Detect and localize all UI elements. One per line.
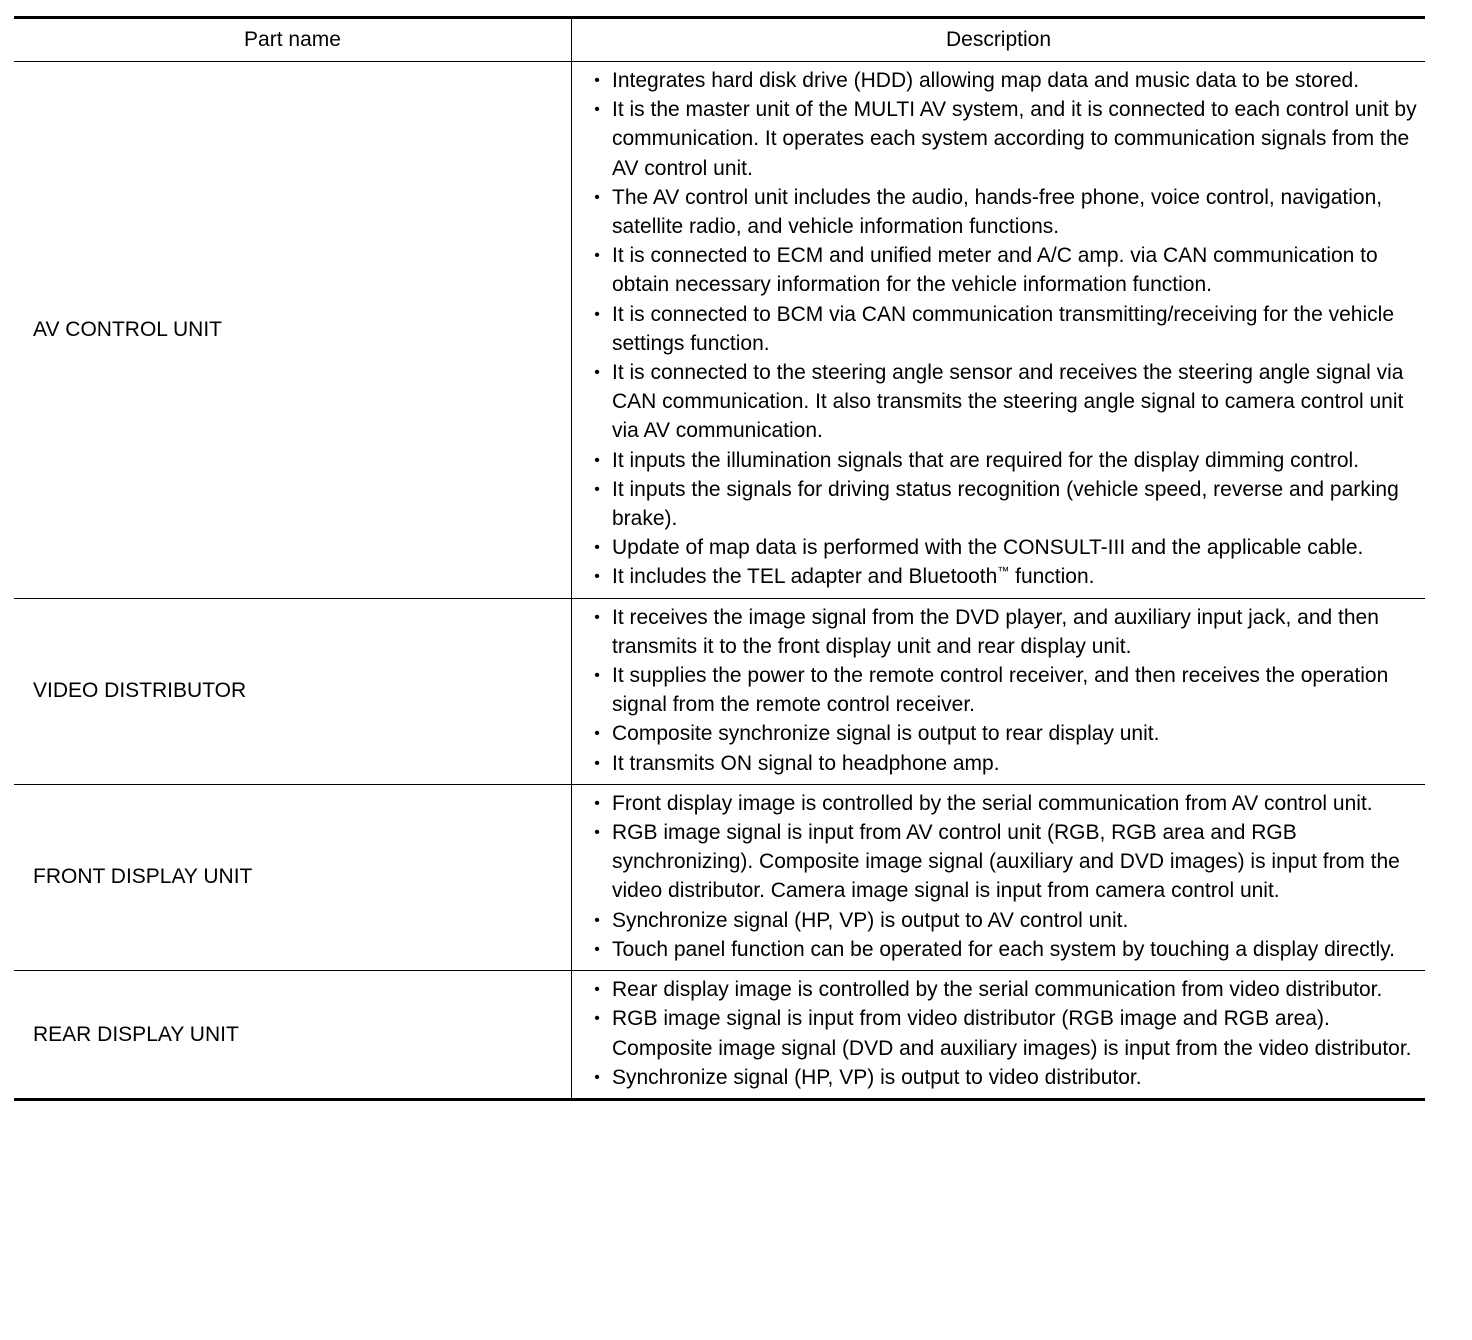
bullet-item: • RGB image signal is input from video distributor (RGB image and RGB area). Composite image signal (DVD and auxiliary images) is input from the video distributor. bbox=[588, 1004, 1417, 1062]
bullet-item: • It is connected to ECM and unified meter and A/C amp. via CAN communication to obtain necessary information for the vehicle information function. bbox=[588, 241, 1417, 299]
bullet-item: • It transmits ON signal to headphone amp. bbox=[588, 749, 1417, 778]
bullet-item: • It supplies the power to the remote control receiver, and then receives the operation signal from the remote control receiver. bbox=[588, 661, 1417, 719]
bullet-item: • It is the master unit of the MULTI AV system, and it is connected to each control unit by communication. It operates each system according to communication signals from the AV control unit. bbox=[588, 95, 1417, 183]
table-row bbox=[14, 62, 1425, 599]
bullet-dot-icon: • bbox=[594, 667, 600, 685]
bullet-dot-icon: • bbox=[594, 981, 600, 999]
bullet-item: • It inputs the illumination signals that are required for the display dimming control. bbox=[588, 446, 1417, 475]
bullet-item: • It is connected to BCM via CAN communication transmitting/receiving for the vehicle settings function. bbox=[588, 300, 1417, 358]
part-name-cell: FRONT DISPLAY UNIT bbox=[14, 784, 572, 970]
bullet-dot-icon: • bbox=[594, 608, 600, 626]
bullet-item: • RGB image signal is input from AV control unit (RGB, RGB area and RGB synchronizing). Composite image signal (auxiliary and DVD images) is input from the video distributor. Camera image signal is input from camera control unit. bbox=[588, 818, 1417, 906]
description-cell bbox=[572, 784, 1426, 970]
bullet-item: • Front display image is controlled by the serial communication from AV control unit. bbox=[588, 789, 1417, 818]
bullet-list bbox=[572, 62, 1425, 598]
trademark-symbol: ™ bbox=[997, 564, 1010, 579]
bullet-item: • Synchronize signal (HP, VP) is output to video distributor. bbox=[588, 1063, 1417, 1092]
bullet-dot-icon: • bbox=[594, 1068, 600, 1086]
bullet-list bbox=[572, 599, 1425, 784]
bullet-dot-icon: • bbox=[594, 754, 600, 772]
header-part-name: Part name bbox=[14, 18, 572, 62]
bullet-dot-icon: • bbox=[594, 1010, 600, 1028]
bullet-item: • Update of map data is performed with the CONSULT-III and the applicable cable. bbox=[588, 533, 1417, 562]
description-cell bbox=[572, 62, 1426, 599]
bullet-list bbox=[572, 971, 1425, 1098]
bullet-dot-icon: • bbox=[594, 940, 600, 958]
bullet-item: • It receives the image signal from the DVD player, and auxiliary input jack, and then transmits it to the front display unit and rear display unit. bbox=[588, 603, 1417, 661]
bullet-item: • It is connected to the steering angle sensor and receives the steering angle signal via CAN communication. It also transmits the steering angle signal to camera control unit via AV communication. bbox=[588, 358, 1417, 446]
table-row bbox=[14, 971, 1425, 1100]
bullet-dot-icon: • bbox=[594, 72, 600, 89]
table-header-row bbox=[14, 18, 1425, 62]
bullet-item: • Rear display image is controlled by the serial communication from video distributor. bbox=[588, 975, 1417, 1004]
part-name-cell: REAR DISPLAY UNIT bbox=[14, 971, 572, 1100]
table-row bbox=[14, 784, 1425, 970]
description-cell bbox=[572, 971, 1426, 1100]
bullet-dot-icon: • bbox=[594, 794, 600, 812]
table-row bbox=[14, 598, 1425, 784]
header-description: Description bbox=[945, 28, 1052, 51]
bullet-dot-icon: • bbox=[594, 568, 600, 586]
bullet-dot-icon: • bbox=[594, 539, 600, 557]
bullet-dot-icon: • bbox=[594, 725, 600, 743]
bullet-dot-icon: • bbox=[594, 451, 600, 469]
bullet-dot-icon: • bbox=[594, 188, 600, 206]
bullet-item: • Integrates hard disk drive (HDD) allowing map data and music data to be stored. bbox=[588, 66, 1417, 95]
part-name-cell: AV CONTROL UNIT bbox=[14, 62, 572, 599]
bullet-dot-icon: • bbox=[594, 824, 600, 842]
bullet-item: • Composite synchronize signal is output to rear display unit. bbox=[588, 719, 1417, 748]
bullet-list bbox=[572, 785, 1425, 970]
bullet-dot-icon: • bbox=[594, 364, 600, 382]
parts-description-table bbox=[14, 16, 1425, 1101]
bullet-dot-icon: • bbox=[594, 305, 600, 323]
part-name-cell: VIDEO DISTRIBUTOR bbox=[14, 598, 572, 784]
bullet-dot-icon: • bbox=[594, 101, 600, 119]
bullet-dot-icon: • bbox=[594, 480, 600, 498]
description-cell bbox=[572, 598, 1426, 784]
bullet-dot-icon: • bbox=[594, 911, 600, 929]
bullet-dot-icon: • bbox=[594, 247, 600, 265]
bullet-item: • Synchronize signal (HP, VP) is output to AV control unit. bbox=[588, 906, 1417, 935]
bullet-item: • The AV control unit includes the audio, hands-free phone, voice control, navigation, satellite radio, and vehicle information functions. bbox=[588, 183, 1417, 241]
bullet-item: • Touch panel function can be operated for each system by touching a display directly. bbox=[588, 935, 1417, 964]
bullet-item: • It inputs the signals for driving status recognition (vehicle speed, reverse and parking brake). bbox=[588, 475, 1417, 533]
bullet-item: • It includes the TEL adapter and Bluetooth™ function. bbox=[588, 562, 1417, 591]
